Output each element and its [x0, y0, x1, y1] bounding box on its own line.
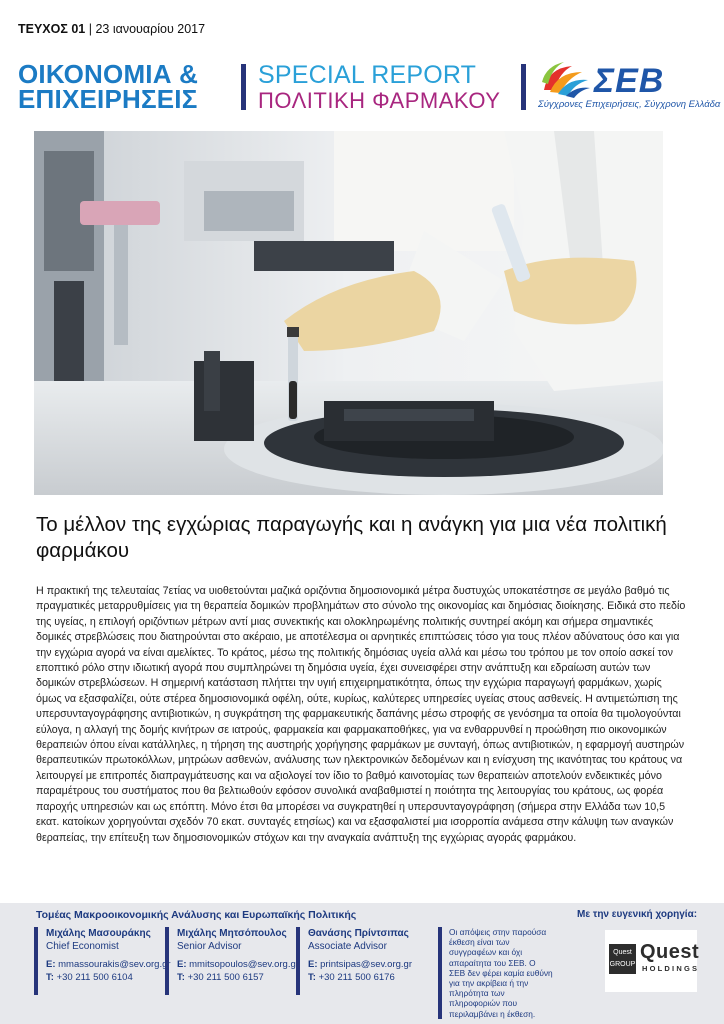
- contact-card: [296, 927, 436, 995]
- article-title: Το μέλλον της εγχώριας παραγωγής και η ανάγκη για μια νέα πολιτική φαρμάκου: [36, 513, 667, 562]
- sev-tagline: Σύγχρονες Επιχειρήσεις, Σύγχρονη Ελλάδα: [538, 99, 721, 110]
- contact-phone: +30 211 500 6157: [187, 971, 264, 983]
- report-title-line1: SPECIAL REPORT: [258, 61, 477, 89]
- contact-email-line: [308, 959, 436, 972]
- contact-name: Μιχάλης Μασουράκης: [46, 928, 151, 939]
- phone-label: T:: [177, 971, 185, 983]
- contact-phone: +30 211 500 6176: [318, 971, 395, 983]
- contact-email-line: [46, 959, 174, 972]
- email-label: E:: [46, 959, 56, 970]
- masthead: [0, 60, 724, 120]
- laboratory-photo: [34, 131, 663, 495]
- issue-number: ΤΕΥΧΟΣ 01: [18, 22, 86, 36]
- divider-bar: [521, 64, 526, 110]
- sponsor-subtitle: HOLDINGS: [642, 964, 700, 973]
- email-label: E:: [177, 959, 187, 970]
- contact-role: Chief Economist: [46, 941, 119, 952]
- disclaimer: Οι απόψεις στην παρούσα έκθεση είναι των συγγραφέων και όχι απαραίτητα του ΣΕΒ. Ο ΣΕΒ δεν φέρει καμία ευθύνη για την ακρίβεια ή την πληρότητα των πληροφοριών που περιλαμβάνει η έκθεση.: [438, 927, 554, 1019]
- contact-name: Μιχάλης Μητσόπουλος: [177, 928, 287, 939]
- laboratory-photo-icon: [34, 131, 663, 495]
- badge-bottom-text: GROUP: [609, 961, 636, 968]
- footer: [0, 903, 724, 1024]
- issue-date: 23 ιανουαρίου 2017: [95, 22, 206, 36]
- phone-label: T:: [308, 971, 316, 983]
- department-label: Τομέας Μακροοικονομικής Ανάλυσης και Ευρωπαϊκής Πολιτικής: [36, 909, 357, 921]
- contact-email-link[interactable]: mmitsopoulos@sev.org.gr: [189, 959, 299, 970]
- sev-logo[interactable]: [538, 60, 721, 116]
- contact-email-line: [177, 959, 305, 972]
- contact-role: Associate Advisor: [308, 941, 387, 952]
- contact-phone-line: [177, 972, 305, 985]
- quest-holdings-logo[interactable]: [605, 930, 700, 992]
- sponsor-label: Με την ευγενική χορηγία:: [577, 909, 698, 920]
- sponsor-name: Quest: [640, 941, 700, 963]
- report-subtitle: ΠΟΛΙΤΙΚΗ ΦΑΡΜΑΚΟΥ: [258, 88, 501, 113]
- contact-name: Θανάσης Πρίντσιπας: [308, 928, 409, 939]
- publication-title-line1: ΟΙΚΟΝΟΜΙΑ &: [18, 59, 199, 89]
- contact-card: [165, 927, 305, 995]
- article-body: Η πρακτική της τελευταίας 7ετίας να υιοθετούνται μαζικά οριζόντια δημοσιονομικά μέτρα δυστυχώς υποκατέστησε σε μεγάλο βαθμό τις πραγματικές μεταρρυθμίσεις για τη θεραπεία δομικών προβλημάτων στο σύνολο της οικονομίας και δημόσιας διοίκησης. Ειδικά στο πεδίο της υγείας, η επιλογή οριζόντιων μέτρων αντί μιας συνεκτικής και ολοκληρωμένης πολιτικής συντηρεί ακόμη και σήμερα σημαντικές δομικές στρεβλώσεις που διατηρούνται στο ακέραιο, με αποτέλεσμα οι αρνητικές επιπτώσεις τόσο για τους πλέον αδύνατους όσο και για την εγχώρια αγορά να είναι αμελίκτες. Το κράτος, μέσω της πολιτικής δημόσιας υγεία αλλά και μέσω του τρόπου με τον οποίο ασκεί τον εποπτικό ρόλο στην ιδιωτική αγορά που συμπληρώνει τη δημόσια υγεία, έχει συνεισφέρει στην ανάπτυξη και εδραίωση αυτών των δομικών στρεβλώσεων. Η σημερινή κατάσταση πλήττει την υγιή επιχειρηματικότητα, όπως την εγχώρια παραγωγή φαρμάκων, χωρίς όμως να εξασφαλίζει, ούτε στέρεα δημοσιονομικά οφέλη, ούτε, κυρίως, καλύτερες υπηρεσίες υγείας στους ασθενείς. Η αντιμετώπιση της υπερσυνταγογράφησης αντιβιοτικών, η συγκράτηση της φαρμακευτικής δαπάνης μέσω στροφής σε γενόσημα τα οποία θα τιμολογούνται εύλογα, η αλλαγή της δομής κινήτρων σε ιατρούς, φαρμακεία και φαρμακαποθήκες, για να ενθαρρυνθεί η προώθηση πιο οικονομικών θεραπειών όπου είναι κατάλληλες, η τήρηση της αυστηρής χορήγησης φαρμάκων με συνταγή, όπως αντιβιοτικών, η εφαρμογή αυστηρών θεραπευτικών πρωτοκόλλων, μητρώων ασθενών, ανάλυσης των ηλεκτρονικών δεδομένων και η ενίσχυση της ικανότητας του κράτους να λειτουργεί με επιτροπές διαπραγμάτευσης και να αξιολογεί τον ίδιο το βαθμό καινοτομίας των θεραπειών αποτελούν ενδεικτικές μόνο παραμέτρους του συστήματος που θα βελτιωθούν εφόσον συνολικά αναβαθμιστεί η ποιότητα της λειτουργίας του κράτους, ως φορέα παροχής υπηρεσιών και ως επόπτη. Μόνο έτσι θα μπορέσει να συγκρατηθεί η υπερσυνταγογράφηση (σήμερα στην Ελλάδα των 10,5 εκατ. κατοίκων χορηγούνται σχεδόν 70 εκατ. συνταγές ετησίως) και να εξασφαλιστεί μια ισορροπία ανάμεσα στην κάλυψη των αναγκών θεραπείας, την επίτευξη των δημοσιονομικών στόχων και την αναγκαία ανάπτυξη της εγχώριας αγοράς φαρμάκου.: [36, 585, 686, 844]
- contact-card: [34, 927, 174, 995]
- report-title: [258, 62, 500, 113]
- quest-group-badge-icon: [609, 944, 636, 974]
- badge-top-text: Quest: [613, 949, 632, 956]
- email-label: E:: [308, 959, 318, 970]
- contact-phone-line: [46, 972, 174, 985]
- contact-phone: +30 211 500 6104: [56, 971, 133, 983]
- contact-email-link[interactable]: mmassourakis@sev.org.gr: [58, 959, 171, 970]
- sev-logo-text: ΣΕΒ: [594, 62, 665, 100]
- publication-title: [18, 59, 199, 114]
- issue-separator: |: [88, 22, 96, 36]
- publication-title-line2: ΕΠΙΧΕΙΡΗΣΕΙΣ: [18, 84, 198, 114]
- contact-role: Senior Advisor: [177, 941, 242, 952]
- issue-line: [18, 22, 205, 36]
- phone-label: T:: [46, 971, 54, 983]
- divider-bar: [241, 64, 246, 110]
- contact-phone-line: [308, 972, 436, 985]
- sev-swirl-logo-icon: [538, 60, 592, 100]
- contact-email-link[interactable]: printsipas@sev.org.gr: [320, 959, 412, 970]
